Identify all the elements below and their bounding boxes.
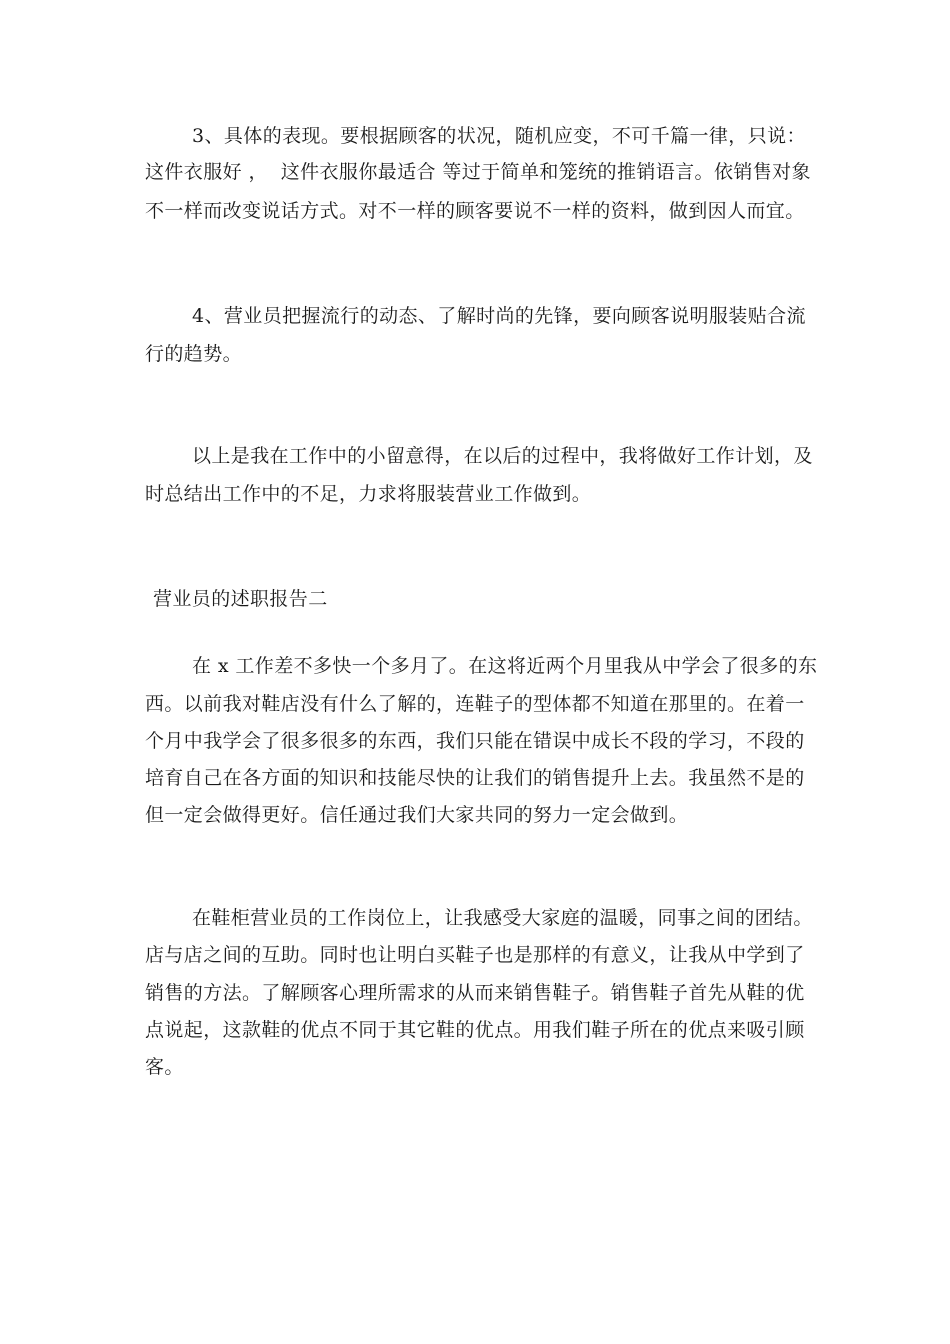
section2-paragraph-1-line-2: 西。以前我对鞋店没有什么了解的，连鞋子的型体都不知道在那里的。在着一 [145,693,805,715]
paragraph-3-line-3: 不一样而改变说话方式。对不一样的顾客要说不一样的资料，做到因人而宜。 [145,200,805,222]
section2-paragraph-1-line-3: 个月中我学会了很多很多的东西，我们只能在错误中成长不段的学习，不段的 [145,730,805,752]
section2-paragraph-1-line-1: 在 x 工作差不多快一个多月了。在这将近两个月里我从中学会了很多的东 [192,655,818,677]
section2-paragraph-1-line-4: 培育自己在各方面的知识和技能尽快的让我们的销售提升上去。我虽然不是的 [145,767,805,789]
summary-line-1: 以上是我在工作中的小留意得，在以后的过程中，我将做好工作计划，及 [192,445,813,467]
paragraph-4-line-1: 4、营业员把握流行的动态、了解时尚的先锋，要向顾客说明服装贴合流 [192,305,806,327]
paragraph-3-line-1: 3、具体的表现。要根据顾客的状况，随机应变，不可千篇一律，只说： [192,125,806,147]
paragraph-4-line-2: 行的趋势。 [145,343,243,365]
section2-paragraph-2-line-3: 销售的方法。了解顾客心理所需求的从而来销售鞋子。销售鞋子首先从鞋的优 [145,982,805,1004]
section2-paragraph-2-line-4: 点说起，这款鞋的优点不同于其它鞋的优点。用我们鞋子所在的优点来吸引顾 [145,1019,805,1041]
section2-paragraph-2-line-2: 店与店之间的互助。同时也让明白买鞋子也是那样的有意义，让我从中学到了 [145,944,805,966]
section2-paragraph-1-line-5: 但一定会做得更好。信任通过我们大家共同的努力一定会做到。 [145,804,689,826]
summary-line-2: 时总结出工作中的不足，力求将服装营业工作做到。 [145,483,592,505]
section2-paragraph-2-line-1: 在鞋柜营业员的工作岗位上，让我感受大家庭的温暖，同事之间的团结。 [192,907,813,929]
paragraph-3-line-2: 这件衣服好 ， 这件衣服你最适合 等过于简单和笼统的推销语言。依销售对象 [145,161,811,183]
section2-paragraph-2-line-5: 客。 [145,1056,184,1078]
section-heading: 营业员的述职报告二 [153,588,328,610]
